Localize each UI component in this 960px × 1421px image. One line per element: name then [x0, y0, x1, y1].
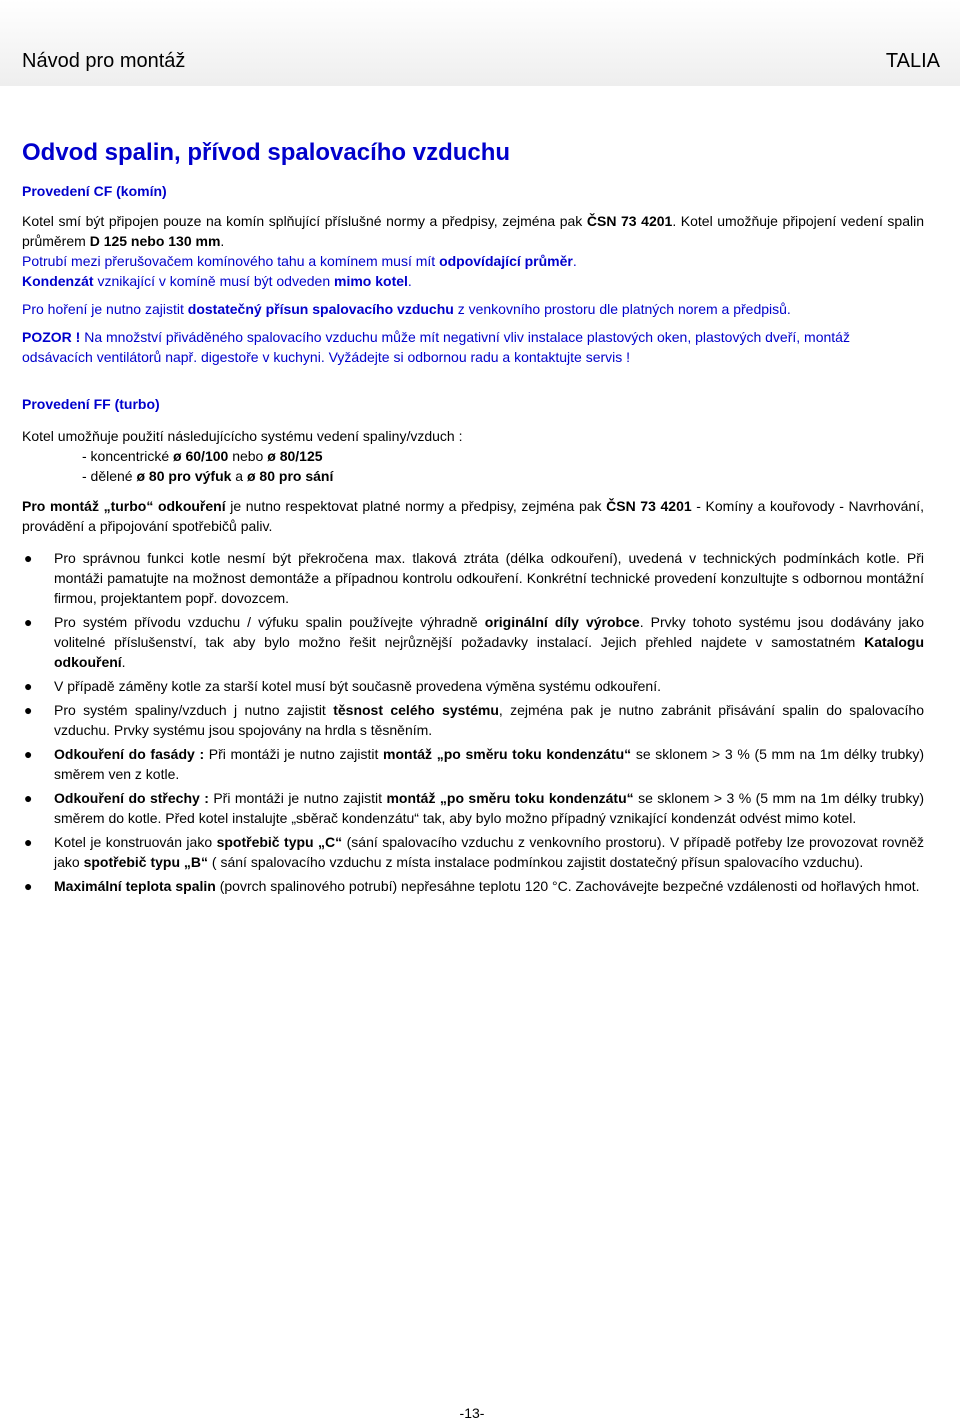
text-run: V případě záměny kotle za starší kotel musí být současně provedena výměna systému odkouření. [54, 678, 661, 694]
bold-run: ø 60/100 [173, 448, 229, 464]
header-document-title: Návod pro montáž [22, 50, 186, 72]
list-item [22, 832, 924, 872]
bold-run: odpovídající průměr [439, 253, 573, 269]
bold-run: Maximální teplota spalin [54, 878, 216, 894]
bold-run: spotřebič typu „C“ [216, 834, 343, 850]
warning-label: POZOR ! [22, 329, 81, 345]
section-heading-cf: Provedení CF (komín) [22, 183, 167, 199]
ff-norm-paragraph [22, 496, 924, 536]
cf-paragraph-diameter [22, 251, 924, 271]
text-run: . [220, 233, 225, 249]
bullet-icon: ● [24, 550, 33, 566]
text-run: nebo [228, 448, 268, 464]
ff-option-concentric [22, 446, 924, 466]
bold-run: spotřebič typu „B“ [83, 854, 209, 870]
text-run: - Komíny a kouřovody - Navrhování, provádění a připojování spotřebičů paliv. [22, 498, 924, 534]
text-run: Pro systém spaliny/vzduch j nutno zajistit [54, 702, 334, 718]
text-run: . [572, 253, 577, 269]
text-run: vznikající v komíně musí být odveden [93, 273, 335, 289]
bullet-icon: ● [24, 702, 33, 718]
bold-run: D 125 nebo 130 mm [89, 233, 221, 249]
cf-paragraph-condensate [22, 271, 924, 291]
header-product-name: TALIA [885, 50, 940, 72]
text-run: Pro hoření je nutno zajistit [22, 301, 188, 317]
bullet-icon: ● [24, 678, 33, 694]
text-run: Pro systém přívodu vzduchu / výfuku spalin používejte výhradně [54, 614, 485, 630]
bold-run: montáž „po směru toku kondenzátu“ [386, 790, 634, 806]
list-item [22, 876, 924, 896]
bold-run: ČSN 73 4201 [606, 498, 692, 514]
text-run: Na množství přiváděného spalovacího vzduchu může mít negativní vliv instalace plastových oken, plastových dveří, montáž odsávacích ventilátorů např. digestoře v kuchyni. Vyžádejte si odbornou radu a kontaktujte servis ! [22, 329, 850, 365]
cf-paragraph-air-supply [22, 299, 924, 319]
bold-run: originální díly výrobce [484, 614, 640, 630]
text-run: (sání spalovacího vzduchu z venkovního prostoru). V případě potřeby lze provozovat rovněž jako [54, 834, 925, 870]
list-item [22, 612, 924, 672]
text-run: Při montáži je nutno zajistit [208, 790, 387, 806]
bold-run: ČSN 73 4201 [586, 213, 673, 229]
text-run: . [121, 654, 126, 670]
bold-run: těsnost celého systému [333, 702, 499, 718]
bullet-icon: ● [24, 746, 33, 762]
text-run: Potrubí mezi přerušovačem komínového tahu a komínem musí mít [22, 253, 440, 269]
bold-run: Odkouření do fasády : [54, 746, 205, 762]
bullet-icon: ● [24, 878, 33, 894]
page-header [0, 0, 960, 86]
page-number: -13- [459, 1405, 485, 1421]
text-run: - dělené [82, 468, 137, 484]
text-run: je nutno respektovat platné normy a předpisy, zejména pak [225, 498, 607, 514]
bold-run: Pro montáž „turbo“ odkouření [22, 498, 226, 514]
bullet-icon: ● [24, 790, 33, 806]
bold-run: Kondenzát [22, 273, 94, 289]
list-item [22, 744, 924, 784]
text-run: , zejména pak je nutno zabránit přisávání spalin do spalovacího vzduchu. Prvky systému jsou spojovány na hrdla s těsněním. [54, 702, 924, 738]
bold-run: dostatečný přísun spalovacího vzduchu [187, 301, 454, 317]
text-run: se sklonem > 3 % (5 mm na 1m délky trubky) směrem ven z kotle. [54, 746, 925, 782]
text-run: ( sání spalovacího vzduchu z místa instalace podmínkou zajistit dostatečný přísun spalovacího vzduchu). [208, 854, 864, 870]
cf-paragraph-warning [22, 327, 924, 367]
section-heading-ff: Provedení FF (turbo) [22, 396, 160, 412]
bullet-icon: ● [24, 834, 33, 850]
text-run: . Prvky tohoto systému jsou dodávány jako volitelné příslušenství, tak aby bylo možno řešit nejrůznější požadavky instalací. Jejich přehled najdete v samostatném [54, 614, 925, 650]
text-run: z venkovního prostoru dle platných norem a předpisů. [453, 301, 791, 317]
text-run: a [231, 468, 247, 484]
ff-requirements-list [22, 548, 924, 896]
text-run: Pro správnou funkci kotle nesmí být překročena max. tlaková ztráta (délka odkouření), uvedená v technických podmínkách kotle. Při montáži pamatujte na možnost demontáže a případnou kontrolu odkouření. Konkrétní technické provedení konzultujte s odbornou montážní firmou, projektantem popř. dovozcem. [54, 550, 924, 606]
text-run: Při montáži je nutno zajistit [204, 746, 384, 762]
ff-intro: Kotel umožňuje použití následujícícho systému vedení spaliny/vzduch : [22, 428, 463, 444]
text-run: - koncentrické [82, 448, 174, 464]
bold-run: mimo kotel [334, 273, 408, 289]
bullet-icon: ● [24, 614, 33, 630]
text-run: se sklonem > 3 % (5 mm na 1m délky trubky) směrem do kotle. Před kotel instalujte „sběrač kondenzátu“ tak, aby bylo možno případný vznikající kondenzát odvést mimo kotel. [54, 790, 925, 826]
bold-run: ø 80 pro výfuk [136, 468, 232, 484]
list-item [22, 676, 924, 696]
cf-paragraph-norms [22, 211, 924, 251]
list-item [22, 788, 924, 828]
bold-run: Katalogu odkouření [54, 634, 924, 670]
list-item [22, 700, 924, 740]
ff-option-separate [22, 466, 924, 486]
text-run: . Kotel umožňuje připojení vedení spalin průměrem [22, 213, 924, 249]
text-run: Kotel je konstruován jako [54, 834, 217, 850]
text-run: . [407, 273, 412, 289]
bold-run: Odkouření do střechy : [54, 790, 209, 806]
list-item [22, 548, 924, 608]
page-content [22, 138, 924, 900]
bold-run: ø 80 pro sání [246, 468, 334, 484]
page-title: Odvod spalin, přívod spalovacího vzduchu [22, 139, 511, 166]
bold-run: ø 80/125 [267, 448, 323, 464]
text-run: (povrch spalinového potrubí) nepřesáhne teplotu 120 °C. Zachovávejte bezpečné vzdálenosti od hořlavých hmot. [215, 878, 920, 894]
bold-run: montáž „po směru toku kondenzátu“ [383, 746, 632, 762]
text-run: Kotel smí být připojen pouze na komín splňující příslušné normy a předpisy, zejména pak [22, 213, 587, 229]
